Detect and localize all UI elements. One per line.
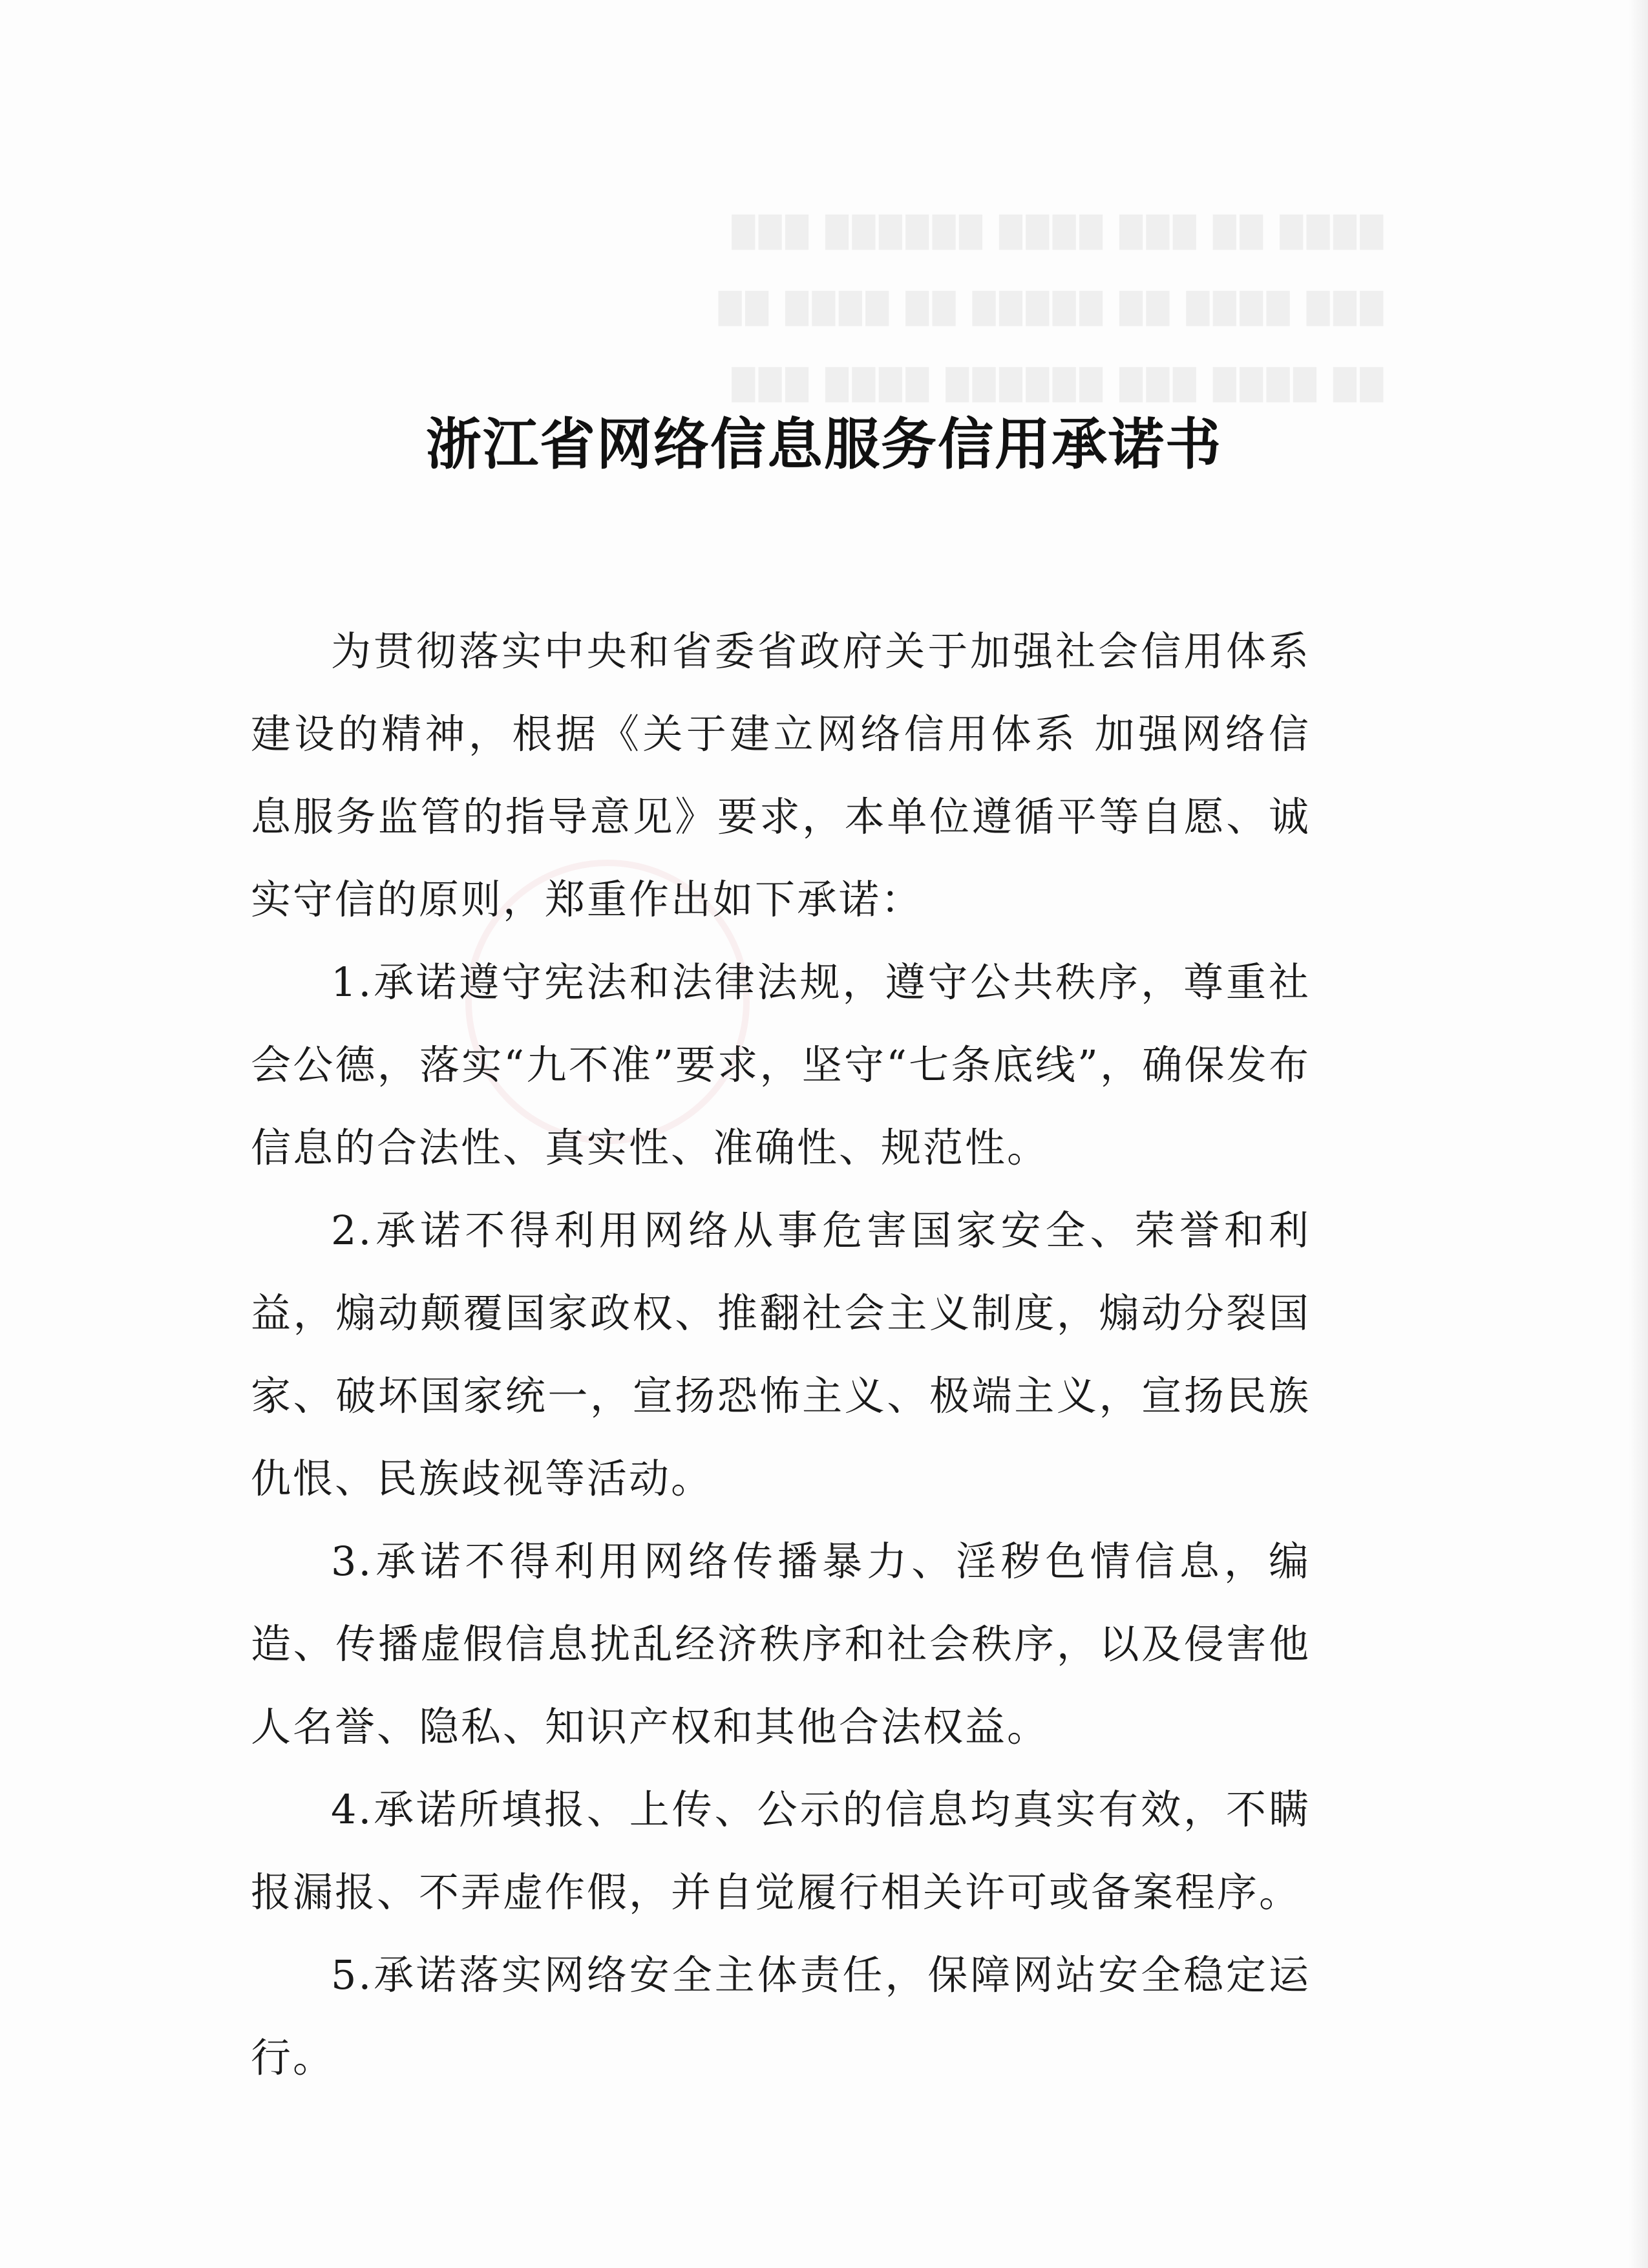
paragraph-intro: 为贯彻落实中央和省委省政府关于加强社会信用体系建设的精神，根据《关于建立网络信用体系 加强网络信息服务监管的指导意见》要求，本单位遵循平等自愿、诚实守信的原则，郑重作出如下承诺： <box>251 628 1311 923</box>
document-body <box>251 610 1311 2099</box>
paragraph-commitment-5: 5.承诺落实网络安全主体责任，保障网站安全稳定运行。 <box>251 1951 1311 2081</box>
paragraph-commitment-4: 4.承诺所填报、上传、公示的信息均真实有效，不瞒报漏报、不弄虚作假，并自觉履行相关许可或备案程序。 <box>251 1786 1311 1916</box>
scan-edge-shadow <box>1629 0 1648 2268</box>
paragraph-commitment-3: 3.承诺不得利用网络传播暴力、淫秽色情信息，编造、传播虚假信息扰乱经济秩序和社会秩序，以及侵害他人名誉、隐私、知识产权和其他合法权益。 <box>251 1538 1311 1750</box>
bleed-through-reverse-side: ████ ██ ███ ████ ██████ ███ ███ ████ ██ █████ ██ ████ ██ ██ ████ ███ ██████ ████ ███ <box>714 215 1383 402</box>
paragraph-commitment-2: 2.承诺不得利用网络从事危害国家安全、荣誉和利益，煽动颠覆国家政权、推翻社会主义制度，煽动分裂国家、破坏国家统一，宣扬恐怖主义、极端主义，宣扬民族仇恨、民族歧视等活动。 <box>251 1207 1311 1502</box>
paragraph-commitment-1: 1.承诺遵守宪法和法律法规，遵守公共秩序，尊重社会公德，落实“九不准”要求，坚守“七条底线”，确保发布信息的合法性、真实性、准确性、规范性。 <box>251 959 1311 1171</box>
document-title: 浙江省网络信息服务信用承诺书 <box>426 412 1222 477</box>
